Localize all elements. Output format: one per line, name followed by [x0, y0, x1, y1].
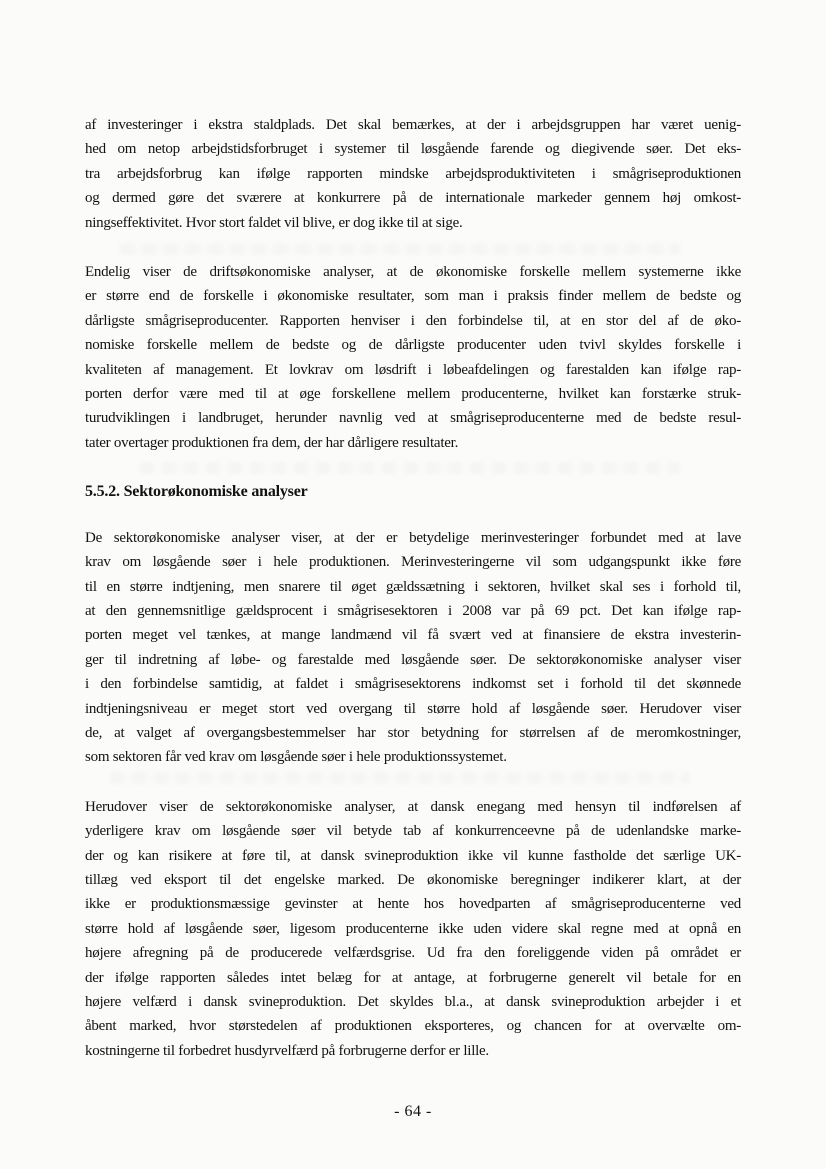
text-line: der ifølge rapporten således intet belæg for at antage, at forbrugerne generelt vil betale for en: [85, 969, 741, 986]
text-line: nomiske forskelle mellem de bedste og de dårligste producenter uden tvivl skyldes forskelle i: [85, 337, 741, 354]
paragraph: [85, 260, 741, 455]
text-line: der og kan risikere at føre til, at dansk svineproduktion ikke vil kunne fastholde det særlige UK-: [85, 847, 741, 864]
paragraph: [85, 113, 741, 235]
text-line: er større end de forskelle i økonomiske resultater, som man i praksis finder mellem de bedste og: [85, 288, 741, 305]
text-line: og dermed gøre det sværere at konkurrere på de internationale markeder gennem høj omkost-: [85, 190, 741, 207]
text-line: ger til indretning af løbe- og farestalde med løsgående søer. De sektorøkonomiske analyser viser: [85, 651, 741, 668]
text-line: porten meget vel tænkes, at mange landmænd vil få svært ved at finansiere de ekstra investerin-: [85, 627, 741, 644]
text-line: som sektoren får ved krav om løsgående søer i hele produktionssystemet.: [85, 749, 507, 766]
text-line: Herudover viser de sektorøkonomiske analyser, at dansk enegang med hensyn til indførelsen af: [85, 798, 741, 815]
page-number: - 64 -: [394, 1103, 432, 1120]
text-line: åbent marked, hvor størstedelen af produktionen eksporteres, og chancen for at overvælte om-: [85, 1018, 741, 1035]
text-line: til en større indtjening, men snarere til øget gældssætning i sektoren, hvilket skal ses i forhold til,: [85, 578, 741, 595]
text-line: krav om løsgående søer i hele produktionen. Merinvesteringerne vil som udgangspunkt ikke føre: [85, 554, 741, 571]
paragraph: [85, 526, 741, 770]
text-line: ningseffektivitet. Hvor stort faldet vil blive, er dog ikke til at sige.: [85, 214, 463, 231]
text-line: yderligere krav om løsgående søer vil betyde tab af konkurrenceevne på de udenlandske marke-: [85, 823, 741, 840]
text-line: tater overtager produktionen fra dem, der har dårligere resultater.: [85, 434, 459, 451]
text-line: tra arbejdsforbrug kan ifølge rapporten mindske arbejdsproduktiviteten i smågriseproduktionen: [85, 165, 741, 182]
text-line: dårligste smågriseproducenter. Rapporten henviser i den forbindelse til, at en stor del af de øko-: [85, 312, 741, 329]
text-line: ikke er produktionsmæssige gevinster at hente hos hovedparten af smågriseproducenterne ved: [85, 896, 741, 913]
text-line: Endelig viser de driftsøkonomiske analyser, at de økonomiske forskelle mellem systemerne ikke: [85, 264, 741, 281]
document-content: [85, 113, 741, 1088]
text-line: porten derfor være med til at øge forskellene mellem producenterne, hvilket kan forstærke struk-: [85, 386, 741, 403]
text-line: højere afregning på de producerede velfærdsgrise. Ud fra den foreliggende viden på området er: [85, 945, 741, 962]
text-line: indtjeningsniveau er meget stort ved overgang til større hold af løsgående søer. Herudover viser: [85, 700, 741, 717]
text-line: af investeringer i ekstra staldplads. Det skal bemærkes, at der i arbejdsgruppen har været uenig-: [85, 117, 741, 133]
text-line: højere velfærd i dansk svineproduktion. Det skyldes bl.a., at dansk svineproduktion arbejder i et: [85, 994, 741, 1010]
text-line: De sektorøkonomiske analyser viser, at der er betydelige merinvesteringer forbundet med at lave: [85, 529, 741, 546]
text-line: de, at valget af overgangsbestemmelser har stor betydning for størrelsen af de meromkostninger,: [85, 724, 741, 741]
text-line: i den forbindelse samtidig, at faldet i smågrisesektorens indkomst set i forhold til det skønnede: [85, 676, 741, 693]
text-line: kvaliteten af management. Et lovkrav om løsdrift i løbeafdelingen og farestalden kan ifølge rap-: [85, 361, 741, 378]
text-line: hed om netop arbejdstidsforbruget i systemer til løsgående farende og diegivende søer. Det eks-: [85, 141, 741, 158]
text-line: turudviklingen i landbruget, herunder navnlig ved at smågriseproducenterne med de bedste resul-: [85, 410, 741, 427]
text-line: tillæg ved eksport til det engelske marked. De økonomiske beregninger indikerer klart, at der: [85, 871, 741, 888]
text-line: større hold af løsgående søer, ligesom producenterne ikke uden videre skal regne med at opnå en: [85, 920, 741, 937]
text-line: kostningerne til forbedret husdyrvelfærd på forbrugerne derfor er lille.: [85, 1042, 489, 1059]
section-heading: 5.5.2. Sektorøkonomiske analyser: [85, 483, 308, 501]
paragraph: [85, 795, 741, 1063]
text-line: at den gennemsnitlige gældsprocent i smågrisesektoren i 2008 var på 69 pct. Det kan ifølge rap-: [85, 602, 741, 619]
